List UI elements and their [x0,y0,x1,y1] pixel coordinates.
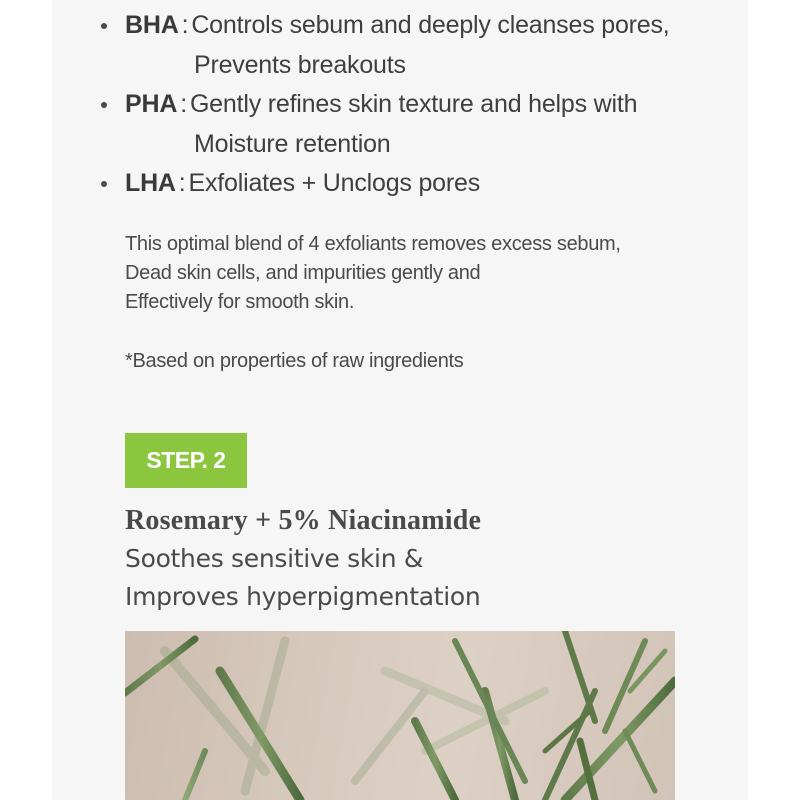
rosemary-illustration [125,631,675,800]
bullet-dot-icon [101,102,107,108]
benefit-text-continued: Prevents breakouts [194,50,406,79]
step-description [125,540,480,616]
step-title: Rosemary + 5% Niacinamide [125,505,482,536]
bullet-dot-icon [101,181,107,187]
benefit-separator: : [181,11,189,39]
footnote: *Based on properties of raw ingredients [125,350,464,372]
benefit-item-bha [52,6,705,85]
exfoliant-description [125,230,685,317]
description-line: Effectively for smooth skin. [125,291,355,313]
step-description-line: Improves hyperpigmentation [125,582,481,611]
benefit-term: LHA [125,169,176,197]
benefit-text: Gently refines skin texture and helps with [189,90,638,118]
benefit-list [52,6,705,204]
description-line: This optimal blend of 4 exfoliants removes excess sebum, [125,233,621,255]
benefit-text: Exfoliates + Unclogs pores [188,169,481,197]
benefit-item-pha [52,85,705,164]
step-description-line: Soothes sensitive skin & [125,544,424,573]
description-line: Dead skin cells, and impurities gently and [125,262,481,284]
benefit-text-continued: Moisture retention [194,129,391,158]
content-panel [52,0,748,800]
bullet-dot-icon [101,23,107,29]
benefit-separator: : [178,169,186,197]
benefit-item-lha [52,164,705,204]
benefit-term: PHA [125,90,178,118]
benefit-text: Controls sebum and deeply cleanses pores, [191,11,670,39]
foreground-leaves [125,631,675,800]
benefit-term: BHA [125,11,179,39]
benefit-separator: : [180,90,187,118]
step-badge: STEP. 2 [125,433,247,488]
rosemary-photo [125,631,675,800]
